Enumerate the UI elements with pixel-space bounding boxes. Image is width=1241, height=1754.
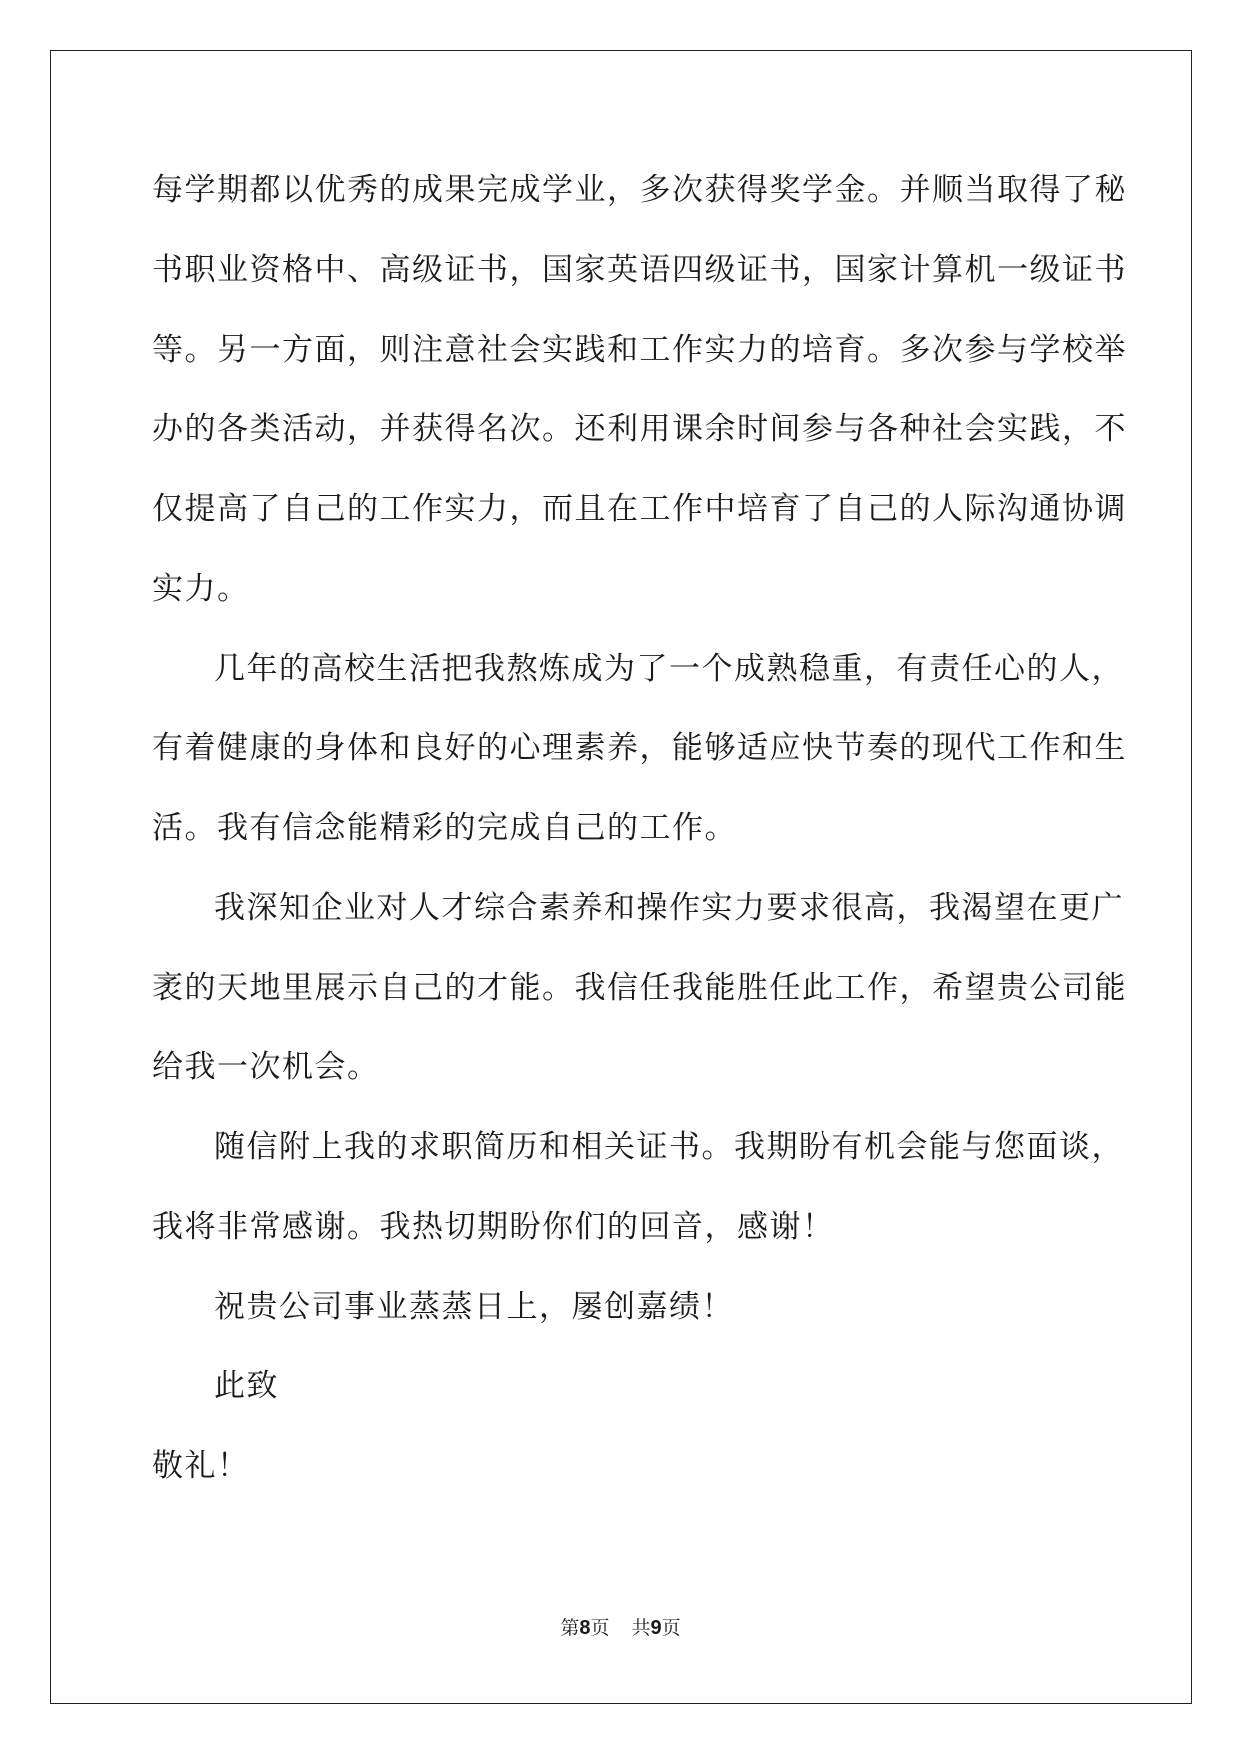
text-line: 等。另一方面，则注意社会实践和工作实力的培育。多次参与学校举 — [152, 332, 1127, 368]
text-line: 有着健康的身体和良好的心理素养，能够适应快节奏的现代工作和生 — [152, 730, 1127, 766]
text-line: 给我一次机会。 — [152, 1049, 380, 1085]
footer-total-unit: 页 — [661, 1617, 681, 1639]
text-line: 实力。 — [152, 571, 250, 607]
text-line: 书职业资格中、高级证书，国家英语四级证书，国家计算机一级证书 — [152, 252, 1127, 288]
footer-total-prefix: 共 — [631, 1617, 651, 1639]
text-line: 我将非常感谢。我热切期盼你们的回音，感谢！ — [152, 1209, 835, 1245]
text-line: 仅提高了自己的工作实力，而且在工作中培育了自己的人际沟通协调 — [152, 491, 1127, 527]
text-line: 袤的天地里展示自己的才能。我信任我能胜任此工作，希望贵公司能 — [152, 970, 1127, 1006]
footer-page-unit: 页 — [590, 1617, 610, 1639]
text-line: 办的各类活动，并获得名次。还利用课余时间参与各种社会实践，不 — [152, 411, 1127, 447]
total-pages: 9 — [650, 1617, 662, 1639]
page-footer — [0, 1616, 1241, 1640]
page-number: 8 — [579, 1617, 591, 1639]
text-line: 我深知企业对人才综合素养和操作实力要求很高，我渴望在更广 — [214, 890, 1124, 926]
text-line: 敬礼！ — [152, 1448, 250, 1484]
text-line: 此致 — [214, 1368, 279, 1404]
text-line: 几年的高校生活把我熬炼成为了一个成熟稳重，有责任心的人， — [214, 651, 1124, 687]
text-line: 祝贵公司事业蒸蒸日上，屡创嘉绩！ — [214, 1289, 734, 1325]
text-line: 活。我有信念能精彩的完成自己的工作。 — [152, 810, 737, 846]
text-line: 每学期都以优秀的成果完成学业，多次获得奖学金。并顺当取得了秘 — [152, 172, 1127, 208]
footer-prefix: 第 — [560, 1617, 580, 1639]
text-line: 随信附上我的求职简历和相关证书。我期盼有机会能与您面谈， — [214, 1129, 1124, 1165]
